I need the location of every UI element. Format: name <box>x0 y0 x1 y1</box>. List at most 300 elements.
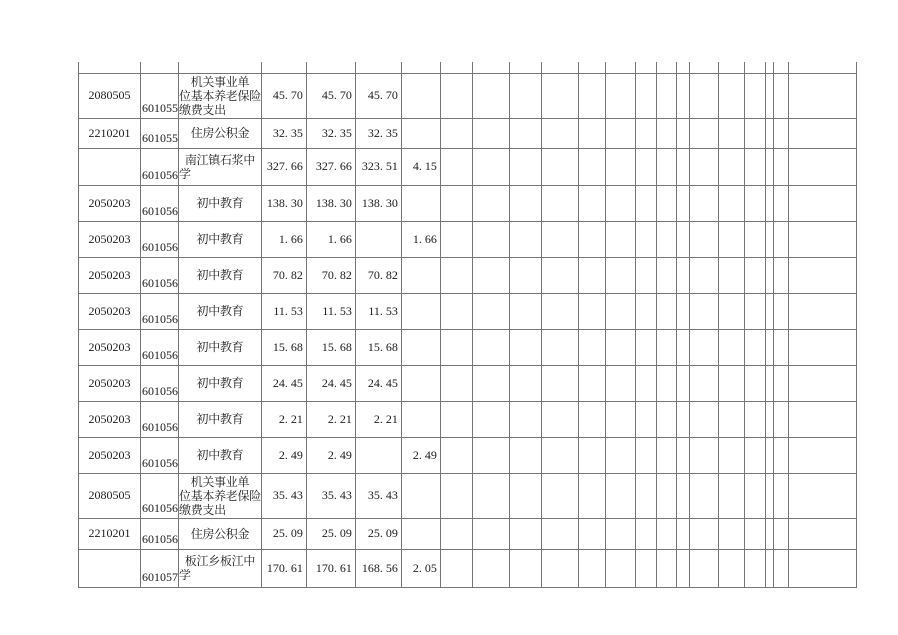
empty-cell <box>689 437 718 473</box>
empty-cell <box>635 401 656 437</box>
empty-cell <box>788 518 856 549</box>
empty-cell <box>676 257 689 293</box>
empty-cell <box>676 473 689 518</box>
amount-cell: 138. 30 <box>306 185 355 221</box>
empty-cell <box>578 293 605 329</box>
empty-cell <box>578 118 605 148</box>
amount-cell: 138. 30 <box>261 185 306 221</box>
item-name-cell <box>179 473 262 518</box>
item-name-line: 板江乡板江中 <box>184 554 256 568</box>
empty-cell <box>578 437 605 473</box>
amount-cell: 32. 35 <box>355 118 401 148</box>
empty-cell <box>635 293 656 329</box>
empty-cell <box>472 118 509 148</box>
empty-cell <box>440 549 472 587</box>
amount-cell: 2. 49 <box>401 437 440 473</box>
amount-cell: 1. 66 <box>306 221 355 257</box>
empty-cell <box>635 185 656 221</box>
cutoff-cell <box>79 62 141 73</box>
empty-cell <box>541 148 578 185</box>
empty-cell <box>656 549 676 587</box>
empty-cell <box>765 118 773 148</box>
empty-cell <box>788 185 856 221</box>
empty-cell <box>656 518 676 549</box>
item-name-line: 初中教育 <box>196 412 244 426</box>
empty-cell <box>676 293 689 329</box>
amount-cell: 35. 43 <box>261 473 306 518</box>
empty-cell <box>773 293 788 329</box>
empty-cell <box>472 365 509 401</box>
empty-cell <box>472 148 509 185</box>
empty-cell <box>472 437 509 473</box>
empty-cell <box>635 257 656 293</box>
unit-code-cell: 601055 <box>141 73 179 118</box>
empty-cell <box>605 329 635 365</box>
empty-cell <box>718 365 744 401</box>
empty-cell <box>689 473 718 518</box>
empty-cell <box>605 365 635 401</box>
empty-cell <box>773 73 788 118</box>
empty-cell <box>509 293 541 329</box>
amount-cell: 2. 21 <box>306 401 355 437</box>
function-code-cell <box>79 148 141 185</box>
empty-cell <box>635 221 656 257</box>
amount-cell <box>401 118 440 148</box>
empty-cell <box>689 257 718 293</box>
empty-cell <box>718 329 744 365</box>
cutoff-cell <box>261 62 306 73</box>
amount-cell: 15. 68 <box>306 329 355 365</box>
unit-code-cell: 601056 <box>141 518 179 549</box>
empty-cell <box>744 148 765 185</box>
empty-cell <box>676 518 689 549</box>
empty-cell <box>788 549 856 587</box>
empty-cell <box>744 73 765 118</box>
amount-cell: 70. 82 <box>355 257 401 293</box>
item-name-line: 住房公积金 <box>190 526 250 541</box>
amount-cell <box>401 401 440 437</box>
empty-cell <box>765 221 773 257</box>
amount-cell: 45. 70 <box>355 73 401 118</box>
unit-code-cell: 601056 <box>141 401 179 437</box>
empty-cell <box>605 257 635 293</box>
amount-cell <box>401 73 440 118</box>
empty-cell <box>440 518 472 549</box>
table-row <box>79 401 857 437</box>
empty-cell <box>541 185 578 221</box>
item-name-line: 学 <box>179 166 191 181</box>
item-name-cell <box>179 73 262 118</box>
empty-cell <box>765 185 773 221</box>
item-name-cell <box>179 401 262 437</box>
empty-cell <box>718 437 744 473</box>
function-code-cell: 2080505 <box>79 473 141 518</box>
empty-cell <box>744 118 765 148</box>
empty-cell <box>605 185 635 221</box>
amount-cell: 70. 82 <box>261 257 306 293</box>
empty-cell <box>541 329 578 365</box>
empty-cell <box>689 549 718 587</box>
empty-cell <box>773 257 788 293</box>
empty-cell <box>509 148 541 185</box>
function-code-cell: 2210201 <box>79 118 141 148</box>
empty-cell <box>744 185 765 221</box>
empty-cell <box>440 293 472 329</box>
unit-code-cell: 601057 <box>141 549 179 587</box>
empty-cell <box>605 221 635 257</box>
empty-cell <box>773 221 788 257</box>
amount-cell: 2. 49 <box>306 437 355 473</box>
empty-cell <box>788 148 856 185</box>
empty-cell <box>656 437 676 473</box>
empty-cell <box>765 549 773 587</box>
empty-cell <box>676 549 689 587</box>
empty-cell <box>718 518 744 549</box>
amount-cell: 24. 45 <box>261 365 306 401</box>
function-code-cell: 2080505 <box>79 73 141 118</box>
amount-cell <box>401 329 440 365</box>
empty-cell <box>605 118 635 148</box>
empty-cell <box>541 473 578 518</box>
cutoff-cell <box>656 62 676 73</box>
item-name-line: 初中教育 <box>196 448 244 462</box>
empty-cell <box>541 549 578 587</box>
empty-cell <box>744 437 765 473</box>
item-name-cell <box>179 257 262 293</box>
empty-cell <box>472 473 509 518</box>
amount-cell: 1. 66 <box>401 221 440 257</box>
empty-cell <box>472 257 509 293</box>
empty-cell <box>541 118 578 148</box>
function-code-cell: 2210201 <box>79 518 141 549</box>
empty-cell <box>635 518 656 549</box>
amount-cell: 32. 35 <box>306 118 355 148</box>
empty-cell <box>509 518 541 549</box>
empty-cell <box>765 365 773 401</box>
empty-cell <box>578 365 605 401</box>
empty-cell <box>689 221 718 257</box>
empty-cell <box>689 73 718 118</box>
budget-table <box>78 62 857 588</box>
amount-cell <box>401 518 440 549</box>
item-name-cell <box>179 293 262 329</box>
empty-cell <box>718 473 744 518</box>
empty-cell <box>541 437 578 473</box>
empty-cell <box>788 221 856 257</box>
cutoff-cell <box>718 62 744 73</box>
item-name-line: 缴费支出 <box>179 502 226 517</box>
empty-cell <box>440 473 472 518</box>
empty-cell <box>605 437 635 473</box>
amount-cell: 1. 66 <box>261 221 306 257</box>
amount-cell: 138. 30 <box>355 185 401 221</box>
empty-cell <box>744 473 765 518</box>
cutoff-row <box>79 62 857 73</box>
empty-cell <box>765 293 773 329</box>
empty-cell <box>578 148 605 185</box>
item-name-line: 机关事业单 <box>190 474 250 489</box>
empty-cell <box>440 185 472 221</box>
empty-cell <box>541 518 578 549</box>
amount-cell: 45. 70 <box>261 73 306 118</box>
empty-cell <box>656 118 676 148</box>
empty-cell <box>788 473 856 518</box>
empty-cell <box>788 437 856 473</box>
empty-cell <box>656 401 676 437</box>
empty-cell <box>472 518 509 549</box>
empty-cell <box>605 148 635 185</box>
table-row <box>79 118 857 148</box>
empty-cell <box>472 293 509 329</box>
table-row <box>79 257 857 293</box>
cutoff-cell <box>744 62 765 73</box>
table-row <box>79 73 857 118</box>
item-name-line: 机关事业单 <box>190 74 250 89</box>
item-name-line: 初中教育 <box>196 232 244 246</box>
amount-cell: 25. 09 <box>306 518 355 549</box>
empty-cell <box>689 293 718 329</box>
empty-cell <box>605 473 635 518</box>
empty-cell <box>788 329 856 365</box>
amount-cell: 11. 53 <box>306 293 355 329</box>
empty-cell <box>605 518 635 549</box>
empty-cell <box>773 148 788 185</box>
empty-cell <box>578 257 605 293</box>
empty-cell <box>656 73 676 118</box>
empty-cell <box>440 118 472 148</box>
cutoff-cell <box>541 62 578 73</box>
empty-cell <box>509 437 541 473</box>
empty-cell <box>676 329 689 365</box>
amount-cell: 323. 51 <box>355 148 401 185</box>
item-name-cell <box>179 549 262 587</box>
empty-cell <box>440 221 472 257</box>
item-name-cell <box>179 365 262 401</box>
empty-cell <box>635 329 656 365</box>
unit-code-cell: 601055 <box>141 118 179 148</box>
empty-cell <box>676 118 689 148</box>
empty-cell <box>635 473 656 518</box>
item-name-line: 初中教育 <box>196 196 244 210</box>
empty-cell <box>472 221 509 257</box>
amount-cell: 32. 35 <box>261 118 306 148</box>
item-name-cell <box>179 329 262 365</box>
cutoff-cell <box>605 62 635 73</box>
empty-cell <box>676 437 689 473</box>
empty-cell <box>509 73 541 118</box>
amount-cell: 24. 45 <box>355 365 401 401</box>
empty-cell <box>718 293 744 329</box>
amount-cell <box>401 293 440 329</box>
empty-cell <box>578 329 605 365</box>
empty-cell <box>541 257 578 293</box>
unit-code-cell: 601056 <box>141 257 179 293</box>
empty-cell <box>578 73 605 118</box>
empty-cell <box>765 257 773 293</box>
item-name-cell <box>179 148 262 185</box>
empty-cell <box>440 148 472 185</box>
empty-cell <box>788 73 856 118</box>
empty-cell <box>718 257 744 293</box>
empty-cell <box>765 473 773 518</box>
amount-cell: 70. 82 <box>306 257 355 293</box>
empty-cell <box>718 401 744 437</box>
amount-cell: 11. 53 <box>261 293 306 329</box>
amount-cell: 24. 45 <box>306 365 355 401</box>
table-row <box>79 221 857 257</box>
empty-cell <box>440 365 472 401</box>
empty-cell <box>509 221 541 257</box>
item-name-line: 初中教育 <box>196 268 244 282</box>
item-name-line: 初中教育 <box>196 340 244 354</box>
table-row <box>79 473 857 518</box>
table-body <box>79 62 857 587</box>
empty-cell <box>773 473 788 518</box>
empty-cell <box>440 329 472 365</box>
function-code-cell: 2050203 <box>79 329 141 365</box>
unit-code-cell: 601056 <box>141 473 179 518</box>
item-name-cell <box>179 185 262 221</box>
unit-code-cell: 601056 <box>141 437 179 473</box>
empty-cell <box>788 293 856 329</box>
table-row <box>79 549 857 587</box>
empty-cell <box>541 73 578 118</box>
function-code-cell: 2050203 <box>79 185 141 221</box>
cutoff-cell <box>578 62 605 73</box>
empty-cell <box>656 329 676 365</box>
empty-cell <box>765 437 773 473</box>
amount-cell: 4. 15 <box>401 148 440 185</box>
empty-cell <box>689 365 718 401</box>
cutoff-cell <box>355 62 401 73</box>
empty-cell <box>541 401 578 437</box>
empty-cell <box>509 185 541 221</box>
unit-code-cell: 601056 <box>141 148 179 185</box>
table-row <box>79 148 857 185</box>
empty-cell <box>773 118 788 148</box>
empty-cell <box>605 73 635 118</box>
empty-cell <box>744 401 765 437</box>
empty-cell <box>578 473 605 518</box>
amount-cell <box>355 437 401 473</box>
item-name-line: 学 <box>179 568 191 582</box>
empty-cell <box>541 293 578 329</box>
empty-cell <box>773 185 788 221</box>
amount-cell: 327. 66 <box>306 148 355 185</box>
empty-cell <box>773 549 788 587</box>
empty-cell <box>509 329 541 365</box>
cutoff-cell <box>765 62 773 73</box>
empty-cell <box>788 118 856 148</box>
document-page <box>78 62 857 588</box>
empty-cell <box>605 293 635 329</box>
empty-cell <box>744 293 765 329</box>
table-row <box>79 437 857 473</box>
empty-cell <box>541 365 578 401</box>
empty-cell <box>676 73 689 118</box>
empty-cell <box>605 549 635 587</box>
cutoff-cell <box>635 62 656 73</box>
empty-cell <box>509 401 541 437</box>
empty-cell <box>744 221 765 257</box>
amount-cell: 327. 66 <box>261 148 306 185</box>
empty-cell <box>578 549 605 587</box>
amount-cell: 2. 21 <box>355 401 401 437</box>
empty-cell <box>509 118 541 148</box>
table-row <box>79 329 857 365</box>
empty-cell <box>676 185 689 221</box>
amount-cell <box>401 257 440 293</box>
empty-cell <box>509 473 541 518</box>
amount-cell: 2. 21 <box>261 401 306 437</box>
function-code-cell: 2050203 <box>79 257 141 293</box>
empty-cell <box>635 118 656 148</box>
empty-cell <box>635 549 656 587</box>
amount-cell <box>401 185 440 221</box>
function-code-cell: 2050203 <box>79 401 141 437</box>
amount-cell: 170. 61 <box>261 549 306 587</box>
item-name-line: 初中教育 <box>196 376 244 390</box>
item-name-line: 住房公积金 <box>190 126 250 140</box>
unit-code-cell: 601056 <box>141 365 179 401</box>
empty-cell <box>689 148 718 185</box>
function-code-cell: 2050203 <box>79 221 141 257</box>
item-name-cell <box>179 221 262 257</box>
cutoff-cell <box>773 62 788 73</box>
empty-cell <box>472 549 509 587</box>
amount-cell: 2. 49 <box>261 437 306 473</box>
empty-cell <box>440 437 472 473</box>
empty-cell <box>656 221 676 257</box>
empty-cell <box>440 73 472 118</box>
cutoff-cell <box>141 62 179 73</box>
empty-cell <box>676 365 689 401</box>
empty-cell <box>718 73 744 118</box>
cutoff-cell <box>788 62 856 73</box>
empty-cell <box>656 473 676 518</box>
amount-cell: 45. 70 <box>306 73 355 118</box>
item-name-line: 初中教育 <box>196 304 244 318</box>
function-code-cell: 2050203 <box>79 437 141 473</box>
empty-cell <box>635 73 656 118</box>
unit-code-cell: 601056 <box>141 185 179 221</box>
empty-cell <box>578 401 605 437</box>
empty-cell <box>765 329 773 365</box>
empty-cell <box>773 365 788 401</box>
amount-cell: 25. 09 <box>261 518 306 549</box>
empty-cell <box>656 257 676 293</box>
empty-cell <box>765 518 773 549</box>
amount-cell <box>355 221 401 257</box>
item-name-cell <box>179 437 262 473</box>
empty-cell <box>773 329 788 365</box>
amount-cell: 25. 09 <box>355 518 401 549</box>
amount-cell: 15. 68 <box>355 329 401 365</box>
empty-cell <box>656 293 676 329</box>
empty-cell <box>788 401 856 437</box>
amount-cell: 170. 61 <box>306 549 355 587</box>
amount-cell <box>401 365 440 401</box>
amount-cell: 2. 05 <box>401 549 440 587</box>
empty-cell <box>788 365 856 401</box>
empty-cell <box>689 329 718 365</box>
amount-cell: 35. 43 <box>306 473 355 518</box>
empty-cell <box>509 257 541 293</box>
table-row <box>79 185 857 221</box>
empty-cell <box>635 437 656 473</box>
empty-cell <box>765 401 773 437</box>
empty-cell <box>509 549 541 587</box>
